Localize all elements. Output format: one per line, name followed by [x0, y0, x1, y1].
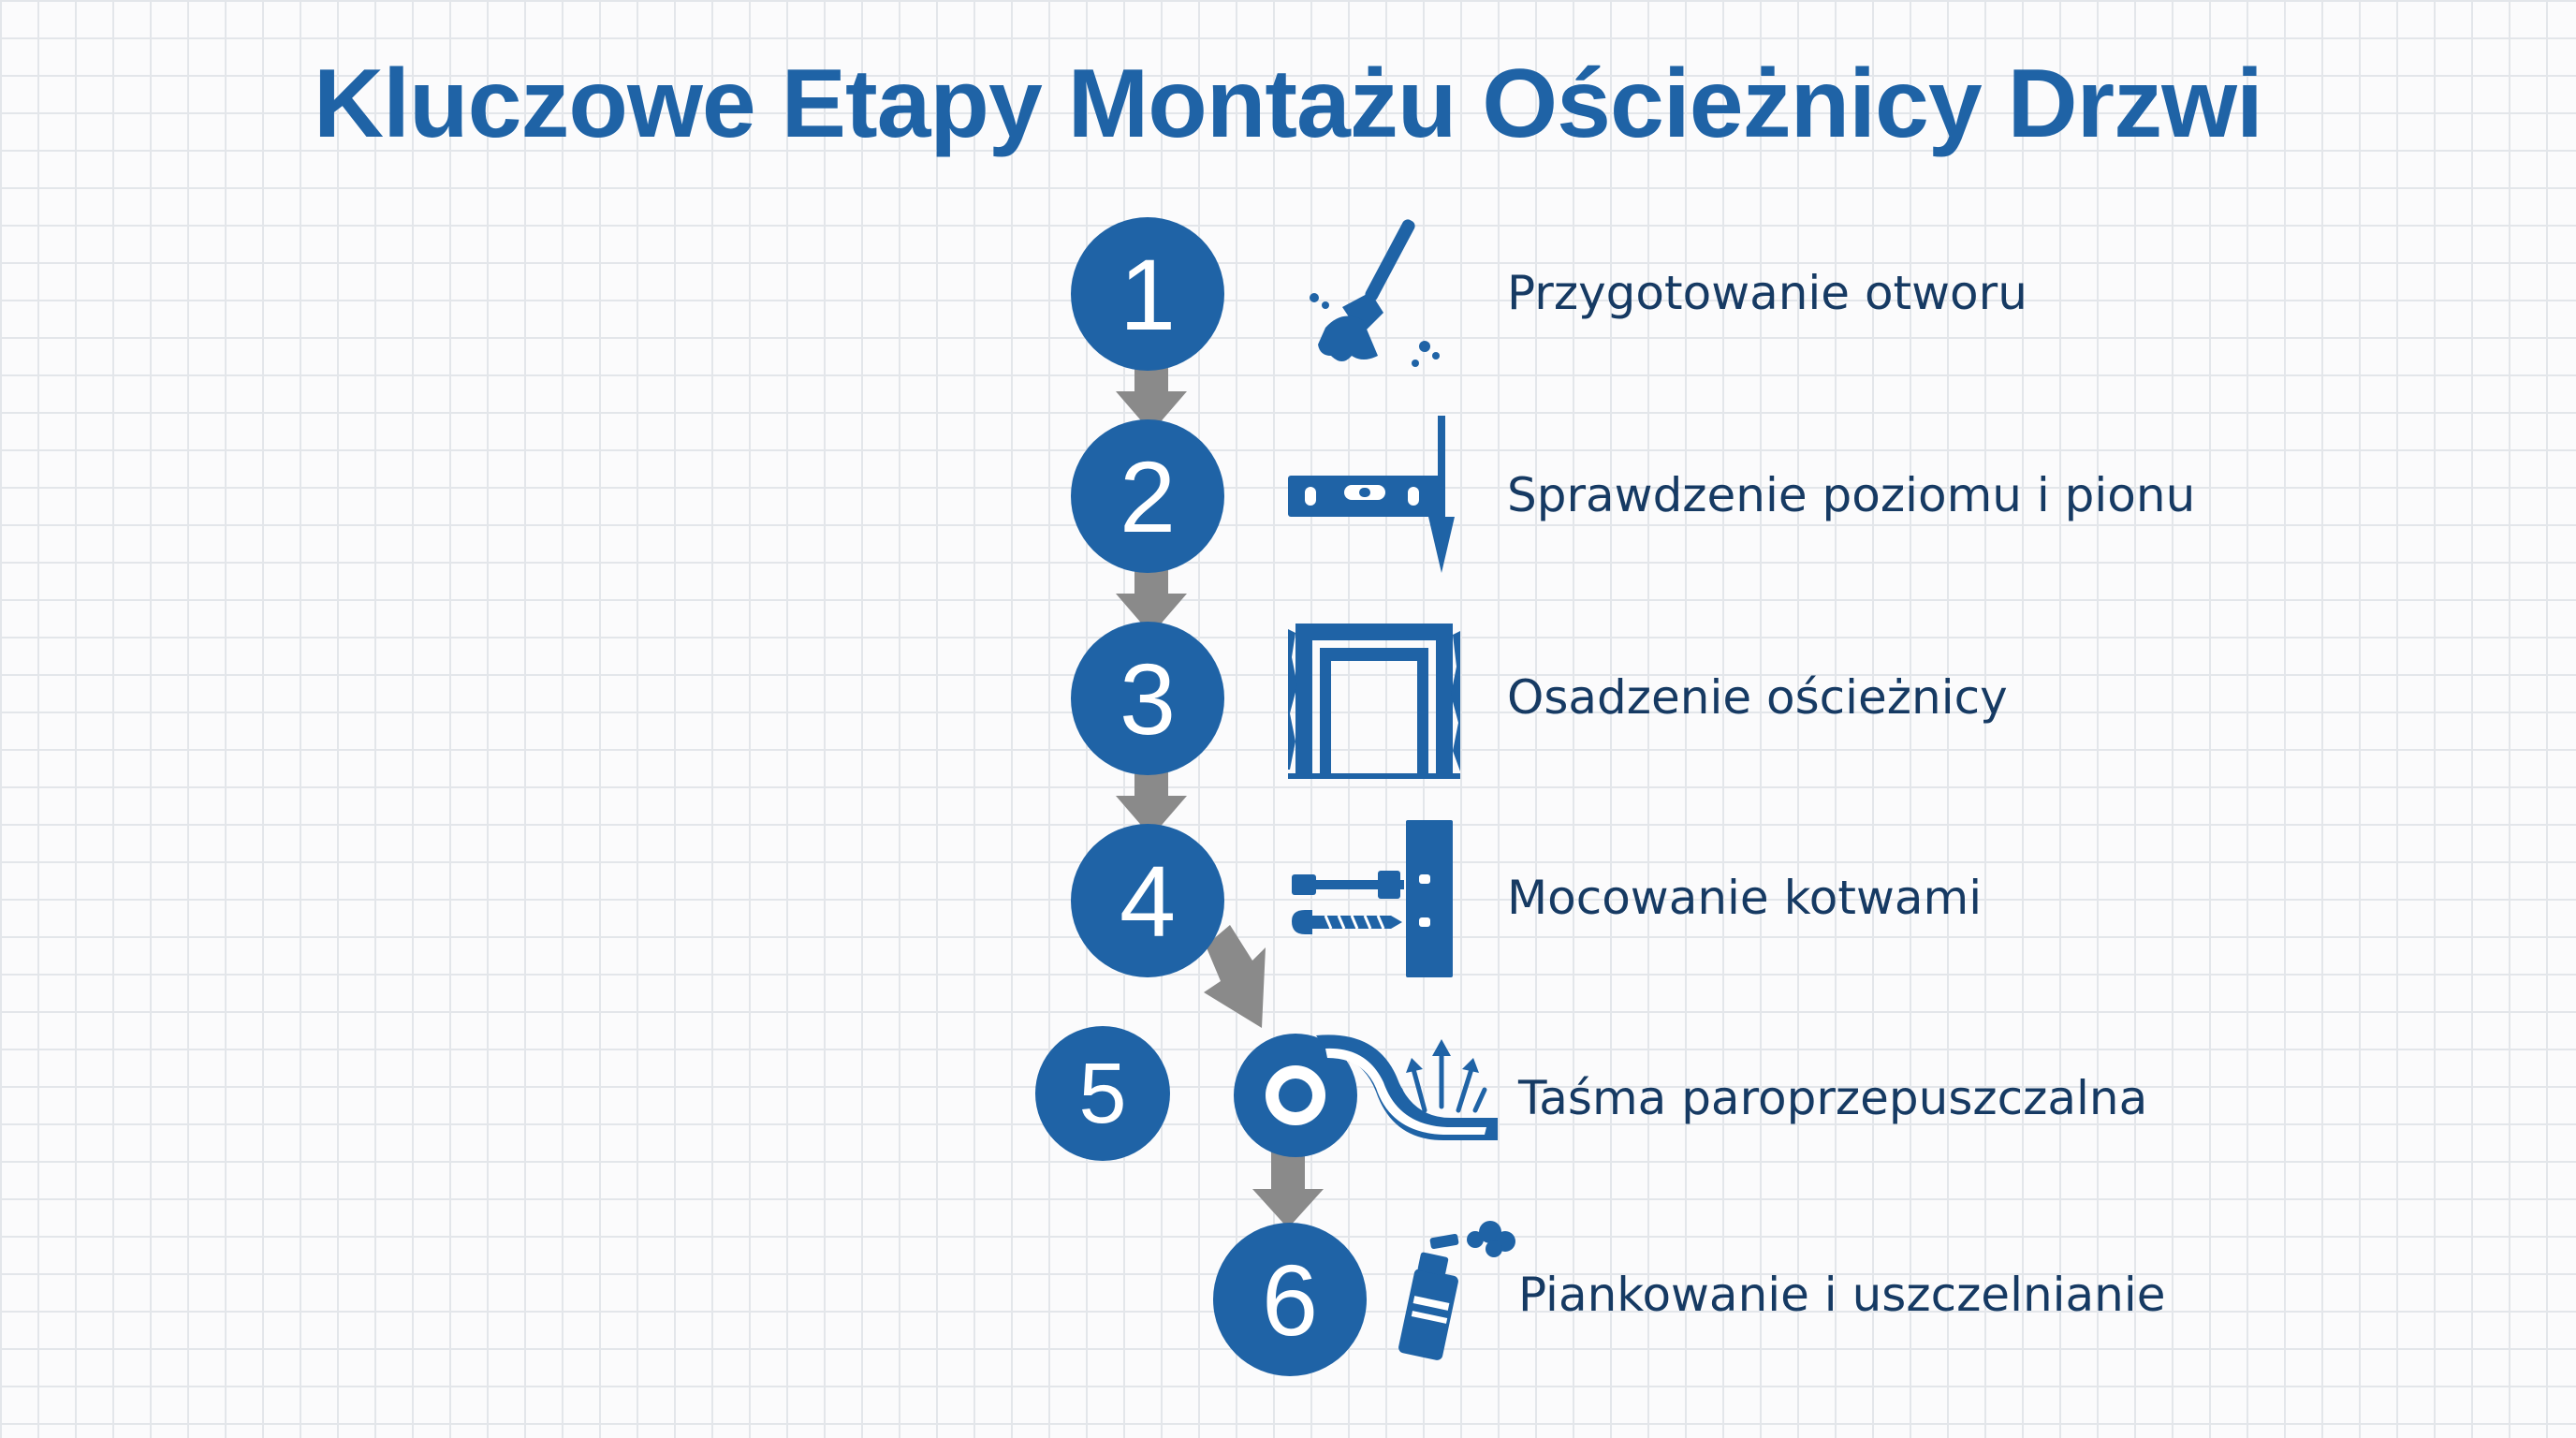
step-number-4: 4 — [1071, 824, 1224, 977]
step-label-1: Przygotowanie otworu — [1507, 266, 2027, 320]
page-title: Kluczowe Etapy Montażu Ościeżnicy Drzwi — [314, 50, 2262, 158]
step-label-2: Sprawdzenie poziomu i pionu — [1507, 468, 2196, 522]
door-frame-icon — [1288, 620, 1460, 784]
step-number-3: 3 — [1071, 622, 1224, 775]
tape-roll-icon — [1226, 1020, 1498, 1166]
step-label-6: Piankowanie i uszczelnianie — [1518, 1268, 2166, 1322]
step-number-2: 2 — [1071, 419, 1224, 573]
spirit-level-plumb-icon — [1286, 412, 1470, 585]
broom-icon — [1305, 215, 1445, 379]
step-label-3: Osadzenie ościeżnicy — [1507, 670, 2008, 725]
step-label-4: Mocowanie kotwami — [1507, 871, 1983, 925]
anchor-bolts-icon — [1288, 816, 1453, 986]
step-number-5: 5 — [1035, 1026, 1170, 1161]
step-label-5: Taśma paroprzepuszczalna — [1518, 1071, 2148, 1125]
foam-spray-can-icon — [1385, 1217, 1522, 1368]
step-number-6: 6 — [1213, 1223, 1367, 1376]
step-number-1: 1 — [1071, 217, 1224, 371]
